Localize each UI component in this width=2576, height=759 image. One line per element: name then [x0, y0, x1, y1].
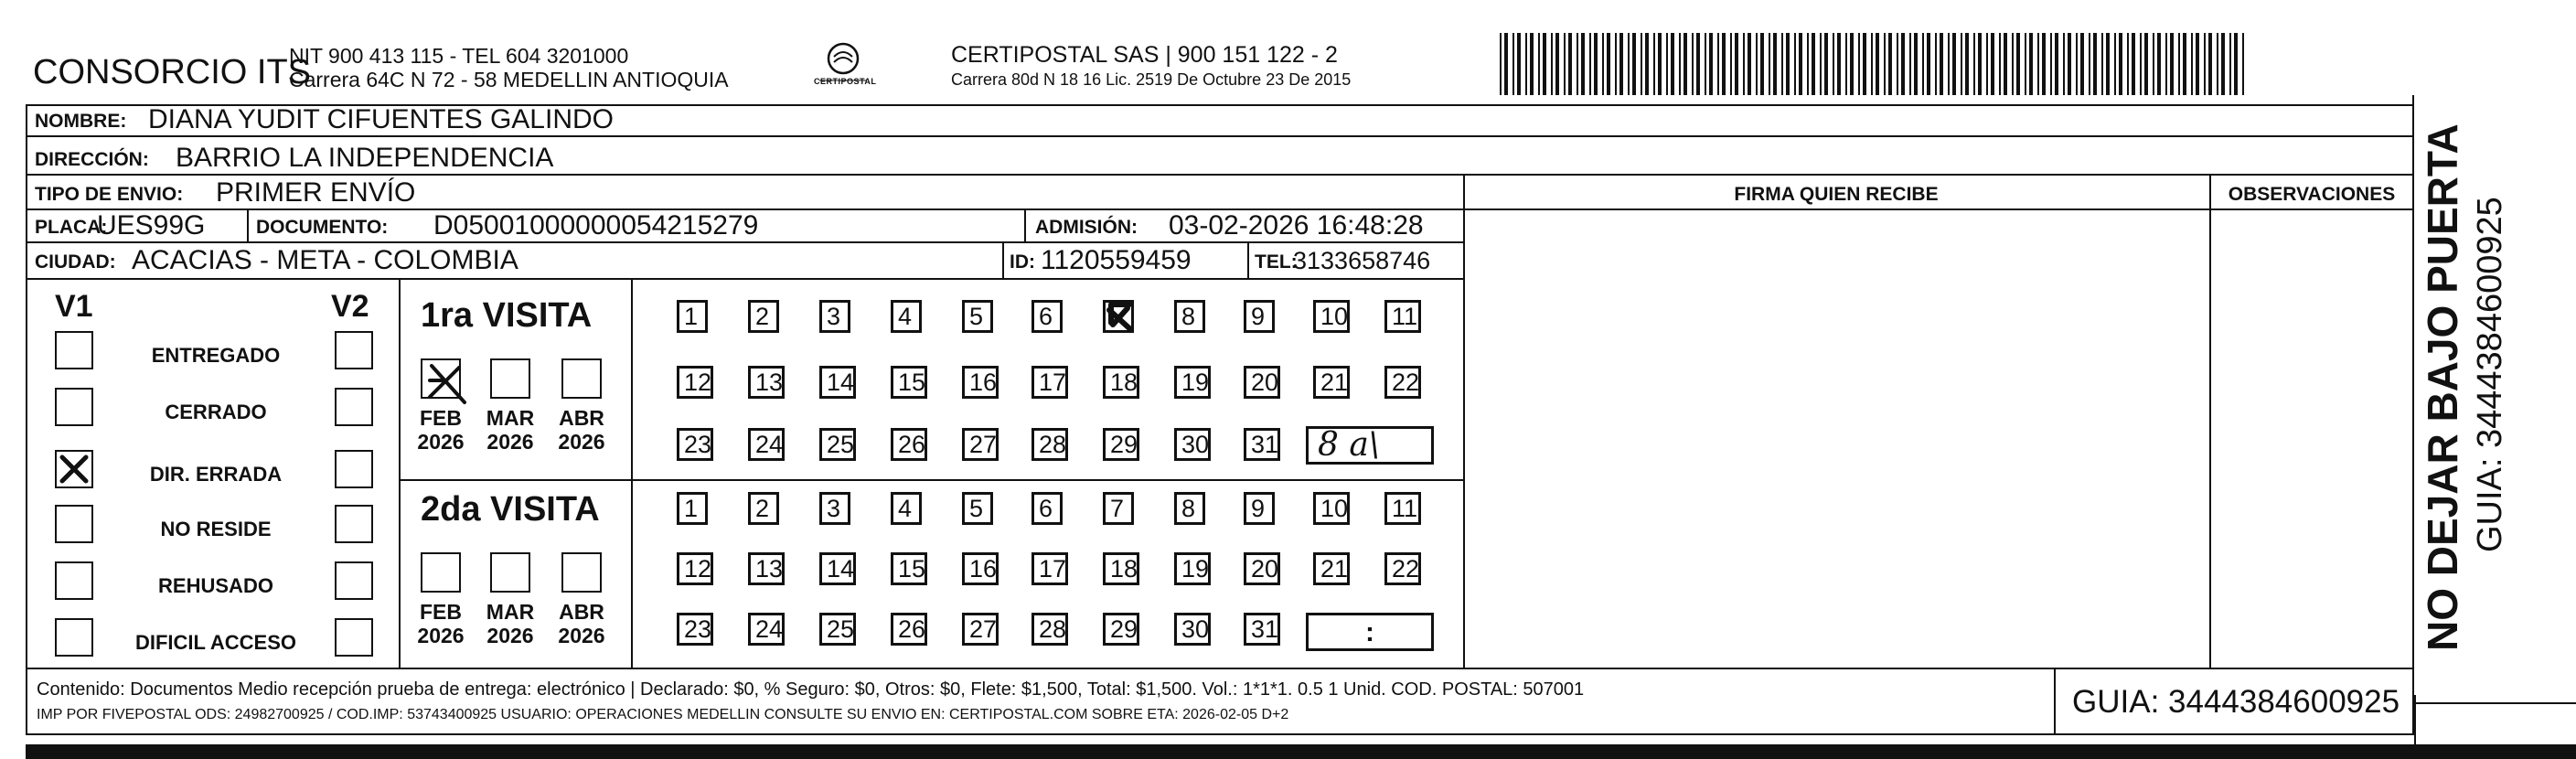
- barcode-bar: [1863, 33, 1866, 95]
- barcode-bar: [1999, 33, 2001, 95]
- barcode-bar: [2204, 33, 2206, 95]
- day-box[interactable]: 31: [1244, 613, 1280, 646]
- day-box[interactable]: 14: [819, 366, 856, 399]
- status-label: ENTREGADO: [151, 344, 281, 367]
- ciudad-label: CIUDAD:: [35, 251, 116, 273]
- barcode-bar: [2221, 33, 2225, 95]
- barcode-bar: [2106, 33, 2110, 95]
- day-box[interactable]: 24: [748, 613, 785, 646]
- barcode-bar: [1756, 33, 1758, 95]
- documento: D05001000000054215279: [433, 210, 759, 241]
- tel-label: TEL:: [1255, 251, 1298, 273]
- day-box[interactable]: 16: [962, 366, 999, 399]
- day-box[interactable]: 26: [891, 428, 927, 461]
- barcode-bar: [1952, 33, 1956, 95]
- barcode-bar: [1961, 33, 1962, 95]
- barcode-bar: [1594, 33, 1598, 95]
- barcode-bar: [1538, 33, 1540, 95]
- barcode-bar: [2076, 33, 2078, 95]
- visit2-title: 2da VISITA: [421, 490, 600, 529]
- barcode-bar: [1641, 33, 1642, 95]
- logo-text: CERTIPOSTAL: [814, 77, 877, 86]
- v2-checkbox[interactable]: [335, 561, 373, 600]
- barcode-bar: [1709, 33, 1713, 95]
- barcode-bar: [1679, 33, 1681, 95]
- day-box[interactable]: 20: [1244, 366, 1280, 399]
- day-box[interactable]: 2: [748, 492, 779, 525]
- month-checkbox[interactable]: [490, 552, 530, 593]
- barcode-bar: [1807, 33, 1809, 95]
- day-box[interactable]: 8: [1174, 300, 1205, 333]
- barcode-bar: [1769, 33, 1770, 95]
- day-box[interactable]: 15: [891, 366, 927, 399]
- barcode-bar: [1858, 33, 1860, 95]
- recipient-name: DIANA YUDIT CIFUENTES GALINDO: [148, 104, 614, 134]
- ciudad: ACACIAS - META - COLOMBIA: [132, 245, 518, 275]
- company-name: CONSORCIO ITS: [33, 53, 312, 91]
- barcode-bar: [1965, 33, 1969, 95]
- status-label: CERRADO: [165, 401, 267, 423]
- barcode-bar: [1525, 33, 1527, 95]
- barcode-bar: [1683, 33, 1687, 95]
- day-box[interactable]: 24: [748, 428, 785, 461]
- barcode-bar: [2016, 33, 2020, 95]
- barcode-bar: [1760, 33, 1764, 95]
- telefono: 3133658746: [1293, 247, 1431, 274]
- barcode-bar: [2050, 33, 2052, 95]
- observaciones-header: OBSERVACIONES: [2228, 184, 2396, 205]
- barcode-bar: [1794, 33, 1796, 95]
- barcode-bar: [1589, 33, 1591, 95]
- barcode-bar: [2153, 33, 2154, 95]
- day-box[interactable]: 17: [1031, 552, 1068, 585]
- barcode-bar: [1632, 33, 1636, 95]
- day-box[interactable]: 27: [962, 428, 999, 461]
- footer-contents: Contenido: Documentos Medio recepción prueba de entrega: electrónico | Declarado: $0, % Seguro: $0, Otros: $0, Flete: $1,500, Total: $1,500. Vol.: 1*1*1. 0.5 1 Unid. COD. POSTAL: 507001: [37, 679, 1585, 700]
- barcode-bar: [1940, 33, 1943, 95]
- side-guia: GUIA: 3444384600925: [2471, 197, 2509, 552]
- barcode-bar: [2140, 33, 2142, 95]
- barcode-bar: [2042, 33, 2046, 95]
- side-vertical-text: [2416, 110, 2517, 658]
- barcode-bar: [1500, 33, 1502, 95]
- day-box[interactable]: 22: [1384, 552, 1421, 585]
- barcode-bar: [1909, 33, 1911, 95]
- day-box[interactable]: 6: [1031, 300, 1063, 333]
- day-box[interactable]: 10: [1313, 492, 1350, 525]
- v2-checkbox[interactable]: [335, 450, 373, 488]
- barcode-bar: [1692, 33, 1694, 95]
- visit1-title: 1ra VISITA: [421, 296, 593, 335]
- v2-checkbox[interactable]: [335, 388, 373, 426]
- barcode-bar: [1619, 33, 1623, 95]
- barcode-bar: [2157, 33, 2161, 95]
- day-box[interactable]: 13: [748, 552, 785, 585]
- day-box[interactable]: 19: [1174, 366, 1211, 399]
- day-box[interactable]: 14: [819, 552, 856, 585]
- v2-checkbox[interactable]: [335, 331, 373, 369]
- barcode-bar: [1914, 33, 1918, 95]
- day-box[interactable]: 30: [1174, 613, 1211, 646]
- day-box[interactable]: 4: [891, 300, 922, 333]
- visit1-time-box: [1306, 426, 1434, 465]
- barcode: [1500, 33, 2250, 95]
- barcode-bar: [1722, 33, 1726, 95]
- barcode-bar: [1978, 33, 1982, 95]
- month-checkbox[interactable]: [490, 358, 530, 399]
- barcode-bar: [1564, 33, 1566, 95]
- day-box[interactable]: 1: [677, 492, 708, 525]
- barcode-bar: [2127, 33, 2129, 95]
- company-address: Carrera 64C N 72 - 58 MEDELLIN ANTIOQUIA: [289, 68, 729, 91]
- day-box[interactable]: 23: [677, 428, 713, 461]
- day-box[interactable]: 7: [1103, 492, 1134, 525]
- v1-header: V1: [55, 289, 93, 324]
- month-caption: MAR 2026: [486, 406, 535, 454]
- barcode-bar: [1986, 33, 1988, 95]
- courier-address: Carrera 80d N 18 16 Lic. 2519 De Octubre 23 De 2015: [951, 70, 1352, 89]
- day-box[interactable]: 13: [748, 366, 785, 399]
- barcode-bar: [1824, 33, 1828, 95]
- day-box[interactable]: 30: [1174, 428, 1211, 461]
- barcode-bar: [1645, 33, 1649, 95]
- v2-header: V2: [331, 289, 369, 324]
- status-label: NO RESIDE: [160, 518, 272, 540]
- day-box[interactable]: 2: [748, 300, 779, 333]
- courier-name: CERTIPOSTAL SAS | 900 151 122 - 2: [951, 42, 1338, 68]
- barcode-bar: [1671, 33, 1674, 95]
- day-box[interactable]: [1103, 300, 1134, 333]
- day-box[interactable]: 12: [677, 366, 713, 399]
- day-box[interactable]: 18: [1103, 366, 1139, 399]
- barcode-bar: [2063, 33, 2065, 95]
- barcode-bar: [2217, 33, 2218, 95]
- v1-checkbox[interactable]: [55, 505, 93, 543]
- month-checkbox[interactable]: [421, 358, 461, 399]
- barcode-bar: [2101, 33, 2103, 95]
- day-box[interactable]: 11: [1384, 300, 1421, 333]
- day-box[interactable]: 23: [677, 613, 713, 646]
- barcode-bar: [1837, 33, 1841, 95]
- barcode-bar: [1581, 33, 1585, 95]
- day-box[interactable]: 3: [819, 300, 850, 333]
- barcode-bar: [1833, 33, 1834, 95]
- status-label: REHUSADO: [158, 574, 273, 597]
- v2-checkbox[interactable]: [335, 618, 373, 657]
- barcode-bar: [2234, 33, 2238, 95]
- direccion-label: DIRECCIÓN:: [35, 149, 149, 170]
- barcode-bar: [1888, 33, 1892, 95]
- barcode-bar: [2196, 33, 2199, 95]
- day-box[interactable]: 27: [962, 613, 999, 646]
- barcode-bar: [2132, 33, 2135, 95]
- barcode-bar: [1735, 33, 1738, 95]
- barcode-bar: [1922, 33, 1924, 95]
- barcode-bar: [1812, 33, 1815, 95]
- day-box[interactable]: 17: [1031, 366, 1068, 399]
- barcode-bar: [1615, 33, 1617, 95]
- tipo-envio: PRIMER ENVÍO: [216, 177, 416, 208]
- day-box[interactable]: 21: [1313, 366, 1350, 399]
- barcode-bar: [1786, 33, 1790, 95]
- day-box[interactable]: 10: [1313, 300, 1350, 333]
- admision-label: ADMISIÓN:: [1035, 217, 1138, 238]
- day-box[interactable]: 1: [677, 300, 708, 333]
- barcode-bar: [1555, 33, 1559, 95]
- day-box[interactable]: 15: [891, 552, 927, 585]
- barcode-bar: [2055, 33, 2058, 95]
- day-box[interactable]: 29: [1103, 613, 1139, 646]
- day-box[interactable]: 11: [1384, 492, 1421, 525]
- month-caption: FEB 2026: [417, 406, 465, 454]
- barcode-bar: [1820, 33, 1822, 95]
- v1-checkbox[interactable]: [55, 618, 93, 657]
- day-box[interactable]: 18: [1103, 552, 1139, 585]
- status-label: DIR. ERRADA: [149, 463, 283, 486]
- barcode-bar: [1935, 33, 1937, 95]
- barcode-bar: [1973, 33, 1975, 95]
- bottom-black-bar: [26, 744, 2576, 759]
- day-box[interactable]: 4: [891, 492, 922, 525]
- barcode-bar: [1717, 33, 1719, 95]
- barcode-bar: [2229, 33, 2231, 95]
- month-caption: ABR 2026: [558, 600, 605, 647]
- barcode-bar: [2089, 33, 2090, 95]
- month-checkbox[interactable]: [421, 552, 461, 593]
- day-box[interactable]: 31: [1244, 428, 1280, 461]
- v1-checkbox[interactable]: [55, 331, 93, 369]
- barcode-bar: [1730, 33, 1732, 95]
- id-label: ID:: [1010, 251, 1035, 273]
- day-box[interactable]: 5: [962, 300, 993, 333]
- day-box[interactable]: 16: [962, 552, 999, 585]
- status-label: DIFICIL ACCESO: [134, 631, 296, 654]
- barcode-bar: [1948, 33, 1950, 95]
- barcode-bar: [2012, 33, 2014, 95]
- barcode-bar: [1884, 33, 1886, 95]
- month-caption: MAR 2026: [486, 600, 535, 647]
- day-box[interactable]: 21: [1313, 552, 1350, 585]
- barcode-bar: [1871, 33, 1873, 95]
- barcode-bar: [2080, 33, 2084, 95]
- admision-date: 03-02-2026 16:48:28: [1169, 210, 1424, 241]
- barcode-bar: [1551, 33, 1553, 95]
- day-box[interactable]: 9: [1244, 492, 1275, 525]
- visit2-time-colon: :: [1365, 617, 1374, 647]
- barcode-bar: [1517, 33, 1521, 95]
- barcode-bar: [1897, 33, 1898, 95]
- month-checkbox[interactable]: [561, 552, 602, 593]
- barcode-bar: [1653, 33, 1655, 95]
- day-box[interactable]: 25: [819, 428, 856, 461]
- barcode-bar: [2242, 33, 2244, 95]
- barcode-bar: [1799, 33, 1802, 95]
- month-caption: FEB 2026: [417, 600, 465, 647]
- barcode-bar: [1850, 33, 1854, 95]
- barcode-bar: [2029, 33, 2033, 95]
- day-box[interactable]: 6: [1031, 492, 1063, 525]
- barcode-bar: [2025, 33, 2026, 95]
- barcode-bar: [1743, 33, 1745, 95]
- footer-print-info: IMP POR FIVEPOSTAL ODS: 24982700925 / COD.IMP: 53743400925 USUARIO: OPERACIONES MEDELLIN CONSULTE SU ENVIO EN: CERTIPOSTAL.COM SOBRE ETA: 2026-02-05 D+2: [37, 707, 1289, 722]
- day-box[interactable]: 26: [891, 613, 927, 646]
- barcode-bar: [1512, 33, 1514, 95]
- footer-guia: GUIA: 3444384600925: [2072, 684, 2400, 720]
- day-box[interactable]: 25: [819, 613, 856, 646]
- barcode-bar: [1628, 33, 1630, 95]
- barcode-bar: [1901, 33, 1905, 95]
- barcode-bar: [2208, 33, 2212, 95]
- barcode-bar: [2178, 33, 2180, 95]
- visit2-time-box: [1306, 613, 1434, 651]
- visit1-time-handwritten: 8 a\: [1318, 426, 1380, 464]
- month-caption: ABR 2026: [558, 406, 605, 454]
- tipo-envio-label: TIPO DE ENVIO:: [35, 184, 184, 205]
- barcode-bar: [1991, 33, 1994, 95]
- barcode-bar: [1543, 33, 1546, 95]
- barcode-bar: [1666, 33, 1668, 95]
- v1-checkbox[interactable]: [55, 450, 93, 488]
- barcode-bar: [2165, 33, 2167, 95]
- barcode-bar: [1577, 33, 1578, 95]
- company-nit: NIT 900 413 115 - TEL 604 3201000: [289, 44, 629, 68]
- nombre-label: NOMBRE:: [35, 111, 127, 132]
- day-box[interactable]: 9: [1244, 300, 1275, 333]
- barcode-bar: [1705, 33, 1706, 95]
- barcode-bar: [2093, 33, 2097, 95]
- day-box[interactable]: 28: [1031, 428, 1068, 461]
- barcode-bar: [1568, 33, 1572, 95]
- day-box[interactable]: 8: [1174, 492, 1205, 525]
- day-box[interactable]: 20: [1244, 552, 1280, 585]
- documento-label: DOCUMENTO:: [256, 217, 389, 238]
- barcode-bar: [2144, 33, 2148, 95]
- v1-checkbox[interactable]: [55, 388, 93, 426]
- barcode-bar: [1748, 33, 1751, 95]
- barcode-bar: [1927, 33, 1930, 95]
- barcode-bar: [2119, 33, 2122, 95]
- barcode-bar: [2114, 33, 2116, 95]
- day-box[interactable]: 12: [677, 552, 713, 585]
- recipient-address: BARRIO LA INDEPENDENCIA: [176, 143, 554, 173]
- barcode-bar: [1781, 33, 1783, 95]
- month-checkbox[interactable]: [561, 358, 602, 399]
- barcode-bar: [1530, 33, 1534, 95]
- placa: UES99G: [97, 210, 206, 241]
- barcode-bar: [1845, 33, 1847, 95]
- barcode-bar: [1696, 33, 1700, 95]
- v2-checkbox[interactable]: [335, 505, 373, 543]
- barcode-bar: [2037, 33, 2039, 95]
- day-box[interactable]: 28: [1031, 613, 1068, 646]
- day-box[interactable]: 22: [1384, 366, 1421, 399]
- v1-checkbox[interactable]: [55, 561, 93, 600]
- barcode-bar: [1504, 33, 1508, 95]
- barcode-bar: [1607, 33, 1610, 95]
- barcode-bar: [2170, 33, 2174, 95]
- barcode-bar: [2068, 33, 2071, 95]
- no-dejar-bajo-puerta: NO DEJAR BAJO PUERTA: [2419, 123, 2466, 651]
- barcode-bar: [1658, 33, 1662, 95]
- id-number: 1120559459: [1041, 245, 1192, 275]
- certipostal-logo: [807, 40, 880, 91]
- day-box[interactable]: 3: [819, 492, 850, 525]
- barcode-bar: [1773, 33, 1777, 95]
- barcode-bar: [2183, 33, 2186, 95]
- placa-label: PLACA:: [35, 217, 108, 238]
- day-box[interactable]: 29: [1103, 428, 1139, 461]
- barcode-bar: [2191, 33, 2193, 95]
- day-box[interactable]: 19: [1174, 552, 1211, 585]
- day-box[interactable]: 5: [962, 492, 993, 525]
- firma-header: FIRMA QUIEN RECIBE: [1734, 184, 1939, 205]
- barcode-bar: [1602, 33, 1604, 95]
- barcode-bar: [2004, 33, 2007, 95]
- barcode-bar: [1876, 33, 1879, 95]
